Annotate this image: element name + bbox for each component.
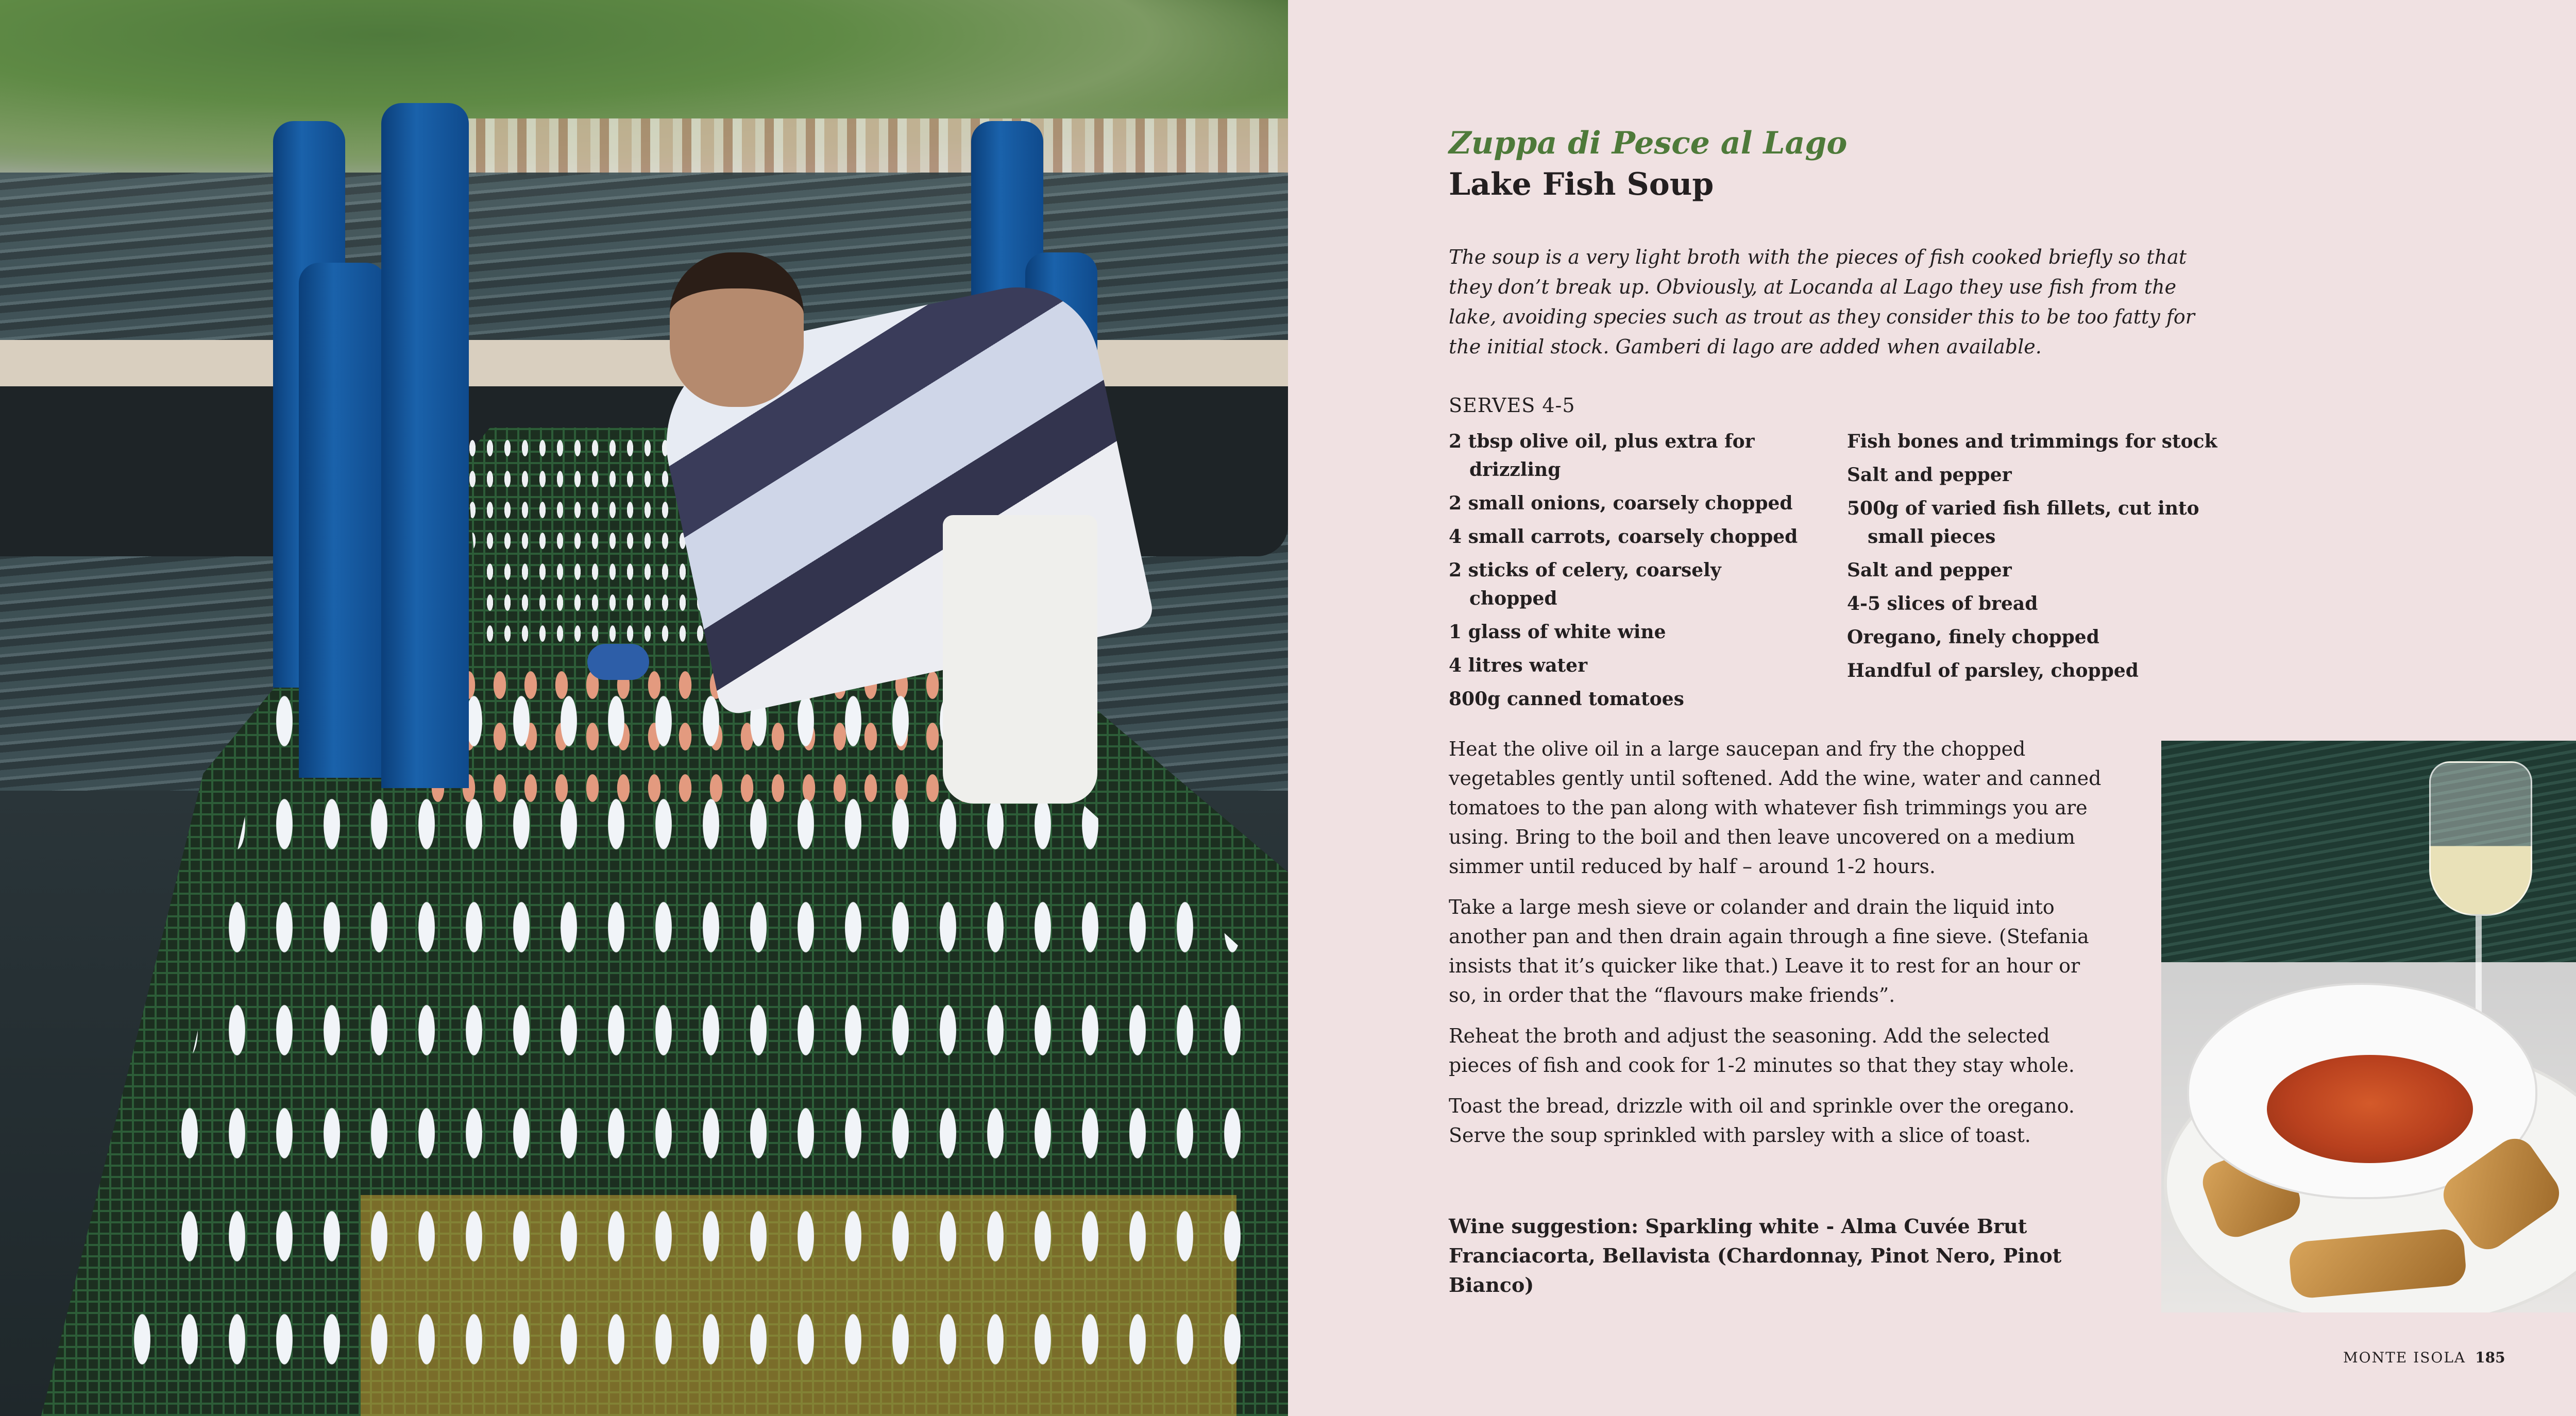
ingredient-item: 1 glass of white wine — [1449, 621, 1666, 643]
ingredients-list-right — [1847, 428, 2218, 690]
photo-fisherman-apron — [943, 515, 1097, 804]
ingredient-item: 2 sticks of celery, coarsely chopped — [1449, 559, 1721, 609]
footer-section: MONTE ISOLA — [2343, 1349, 2466, 1366]
photo-mooring-pole — [381, 103, 469, 788]
recipe-intro: The soup is a very light broth with the pieces of fish cooked briefly so that they don’t break up. Obviously, at Locanda al Lago they use fish from the lake, avoiding species such as trout as they consider this to be too fatty for the initial stock. Gamberi di lago are added when available. — [1449, 246, 2195, 358]
method-paragraph: Heat the olive oil in a large saucepan and fry the chopped vegetables gently until softened. Add the wine, water and canned tomatoes to the pan along with whatever fish trimmings you are using. Bring to the boil and then leave uncovered on a medium simmer until reduced by half – around 1-2 hours. — [1449, 738, 2102, 878]
ingredient-item: Oregano, finely chopped — [1847, 626, 2099, 648]
photo-mooring-pole — [299, 263, 386, 778]
wine-suggestion: Wine suggestion: Sparkling white - Alma Cuvée Brut Franciacorta, Bellavista (Chardonnay, Pinot Nero, Pinot Bianco) — [1449, 1215, 2062, 1296]
photo-fisherman-head — [670, 252, 804, 407]
soup-photo-broth — [2267, 1055, 2473, 1163]
ingredient-item: Salt and pepper — [1847, 464, 2012, 486]
ingredients-list-left — [1449, 428, 1809, 719]
method-paragraph: Reheat the broth and adjust the seasoning. Add the selected pieces of fish and cook for 1-2 minutes so that they stay whole. — [1449, 1025, 2075, 1077]
page-footer — [2343, 1347, 2505, 1368]
recipe-title-english: Lake Fish Soup — [1449, 166, 1714, 202]
ingredient-item: 4 litres water — [1449, 655, 1588, 676]
page-number: 185 — [2475, 1349, 2505, 1366]
ingredient-item: 2 small onions, coarsely chopped — [1449, 492, 1793, 514]
photo-lakeside-town — [453, 118, 1288, 175]
ingredient-item: 2 tbsp olive oil, plus extra for drizzling — [1449, 431, 1755, 481]
method-paragraph: Take a large mesh sieve or colander and drain the liquid into another pan and then drain again through a fine sieve. (Stefania insists that it’s quicker like that.) Leave it to rest for an hour or so, in order that the “flavours make friends”. — [1449, 896, 2089, 1006]
ingredient-item: 4-5 slices of bread — [1847, 593, 2038, 615]
ingredient-item: 500g of varied fish fillets, cut into small pieces — [1847, 498, 2199, 548]
ingredient-item: 800g canned tomatoes — [1449, 688, 1684, 710]
ingredient-item: Salt and pepper — [1847, 559, 2012, 581]
ingredient-item: 4 small carrots, coarsely chopped — [1449, 526, 1798, 548]
photo-blue-glove — [587, 644, 649, 680]
ingredient-item: Handful of parsley, chopped — [1847, 660, 2139, 681]
soup-photo-wine-glass — [2429, 761, 2532, 916]
method-paragraph: Toast the bread, drizzle with oil and sprinkle over the oregano. Serve the soup sprinkled with parsley with a slice of toast. — [1449, 1095, 2075, 1147]
recipe-method — [1449, 735, 2113, 1162]
soup-photo — [2161, 741, 2576, 1312]
ingredient-item: Fish bones and trimmings for stock — [1847, 431, 2217, 452]
recipe-title-italian: Zuppa di Pesce al Lago — [1449, 125, 1848, 161]
recipe-serves: SERVES 4-5 — [1449, 394, 1575, 417]
